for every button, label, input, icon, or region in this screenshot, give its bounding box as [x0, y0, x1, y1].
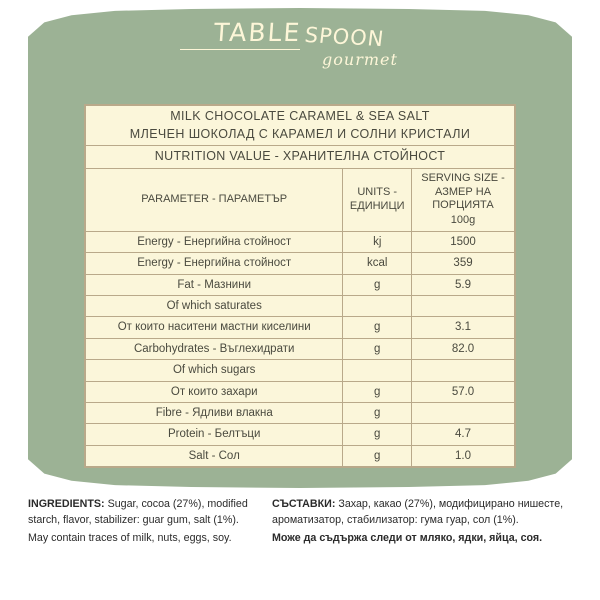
row-units: g: [343, 317, 412, 338]
table-row: [86, 402, 515, 423]
row-units: g: [343, 274, 412, 295]
row-value: 82.0: [412, 338, 515, 359]
ingredients-block: [0, 496, 600, 600]
product-title-row: [86, 106, 515, 146]
row-value: 1500: [412, 231, 515, 252]
row-parameter: От които захари: [86, 381, 343, 402]
row-parameter: Salt - Сол: [86, 445, 343, 466]
table-row: [86, 296, 515, 317]
table-row: [86, 274, 515, 295]
header-serving-label: SERVING SIZE - АЗМЕР НА ПОРЦИЯТА: [421, 171, 505, 212]
row-value: 1.0: [412, 445, 515, 466]
row-value: 4.7: [412, 424, 515, 445]
ingredients-label-bg: СЪСТАВКИ:: [272, 498, 336, 510]
row-value: 3.1: [412, 317, 515, 338]
row-parameter: От които наситени мастни киселини: [86, 317, 343, 338]
allergen-note-bg: Може да съдържа следи от мляко, ядки, яйца, соя.: [272, 532, 543, 545]
table-row: [86, 253, 515, 274]
header-serving-value: 100g: [450, 214, 476, 227]
table-row: [86, 231, 515, 252]
row-units: g: [343, 402, 412, 423]
product-title-bg: МЛЕЧЕН ШОКОЛАД С КАРАМЕЛ И СОЛНИ КРИСТАЛИ: [129, 126, 471, 141]
header-parameter: PARAMETER - ПАРАМЕТЪР: [86, 168, 343, 231]
table-header-row: [86, 168, 515, 231]
header-serving: [412, 168, 515, 231]
ingredients-text-bg: Захар, какао (27%), модифицирано нишесте, ароматизатор, стабилизатор: гума гуар, сол (1%).: [272, 498, 564, 527]
row-parameter: Fat - Мазнини: [86, 274, 343, 295]
nutrition-section-title: NUTRITION VALUE - ХРАНИТЕЛНА СТОЙНОСТ: [86, 146, 515, 169]
allergen-note-en: May contain traces of milk, nuts, eggs, soy.: [28, 532, 232, 545]
row-value: 57.0: [412, 381, 515, 402]
row-units: [343, 360, 412, 381]
nutrition-panel: [84, 104, 516, 468]
table-row: [86, 338, 515, 359]
row-parameter: Carbohydrates - Въглехидрати: [86, 338, 343, 359]
row-parameter: Of which saturates: [86, 296, 343, 317]
ingredients-english: [28, 496, 268, 546]
ingredients-text-en: Sugar, cocoa (27%), modified starch, flavor, stabilizer: guar gum, salt (1%).: [28, 498, 248, 527]
table-row: [86, 360, 515, 381]
nutrition-section-row: [86, 146, 515, 169]
row-value: [412, 296, 515, 317]
table-row: [86, 317, 515, 338]
brand-word-spoon: SPOON: [304, 22, 387, 52]
row-parameter: Of which sugars: [86, 360, 343, 381]
row-units: kj: [343, 231, 412, 252]
header-units: UNITS - ЕДИНИЦИ: [343, 168, 412, 231]
row-parameter: Fibre - Ядливи влакна: [86, 402, 343, 423]
table-row: [86, 381, 515, 402]
row-value: 5.9: [412, 274, 515, 295]
row-value: 359: [412, 253, 515, 274]
row-units: g: [343, 445, 412, 466]
brand-tagline: gourmet: [322, 50, 398, 69]
row-parameter: Energy - Енергийна стойност: [86, 231, 343, 252]
row-units: [343, 296, 412, 317]
brand-word-table: TABLE: [213, 18, 303, 47]
product-title-en: MILK CHOCOLATE CARAMEL & SEA SALT: [170, 109, 430, 123]
row-parameter: Energy - Енергийна стойност: [86, 253, 343, 274]
row-value: [412, 402, 515, 423]
nutrition-table: [85, 105, 515, 467]
product-title-cell: [86, 106, 515, 146]
table-row: [86, 445, 515, 466]
row-value: [412, 360, 515, 381]
row-parameter: Protein - Белтъци: [86, 424, 343, 445]
row-units: g: [343, 424, 412, 445]
ingredients-bulgarian: [272, 496, 572, 546]
row-units: g: [343, 381, 412, 402]
ingredients-label-en: INGREDIENTS:: [28, 498, 105, 510]
row-units: g: [343, 338, 412, 359]
table-row: [86, 424, 515, 445]
row-units: kcal: [343, 253, 412, 274]
